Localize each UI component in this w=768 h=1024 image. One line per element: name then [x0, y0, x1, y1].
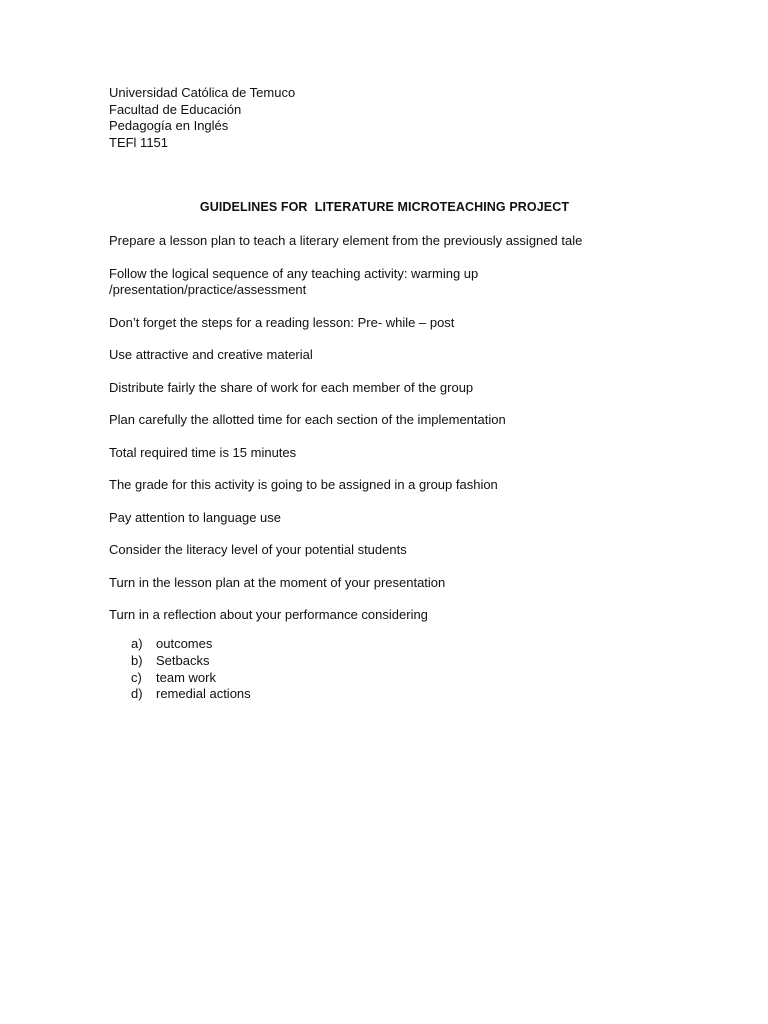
document-header [109, 85, 295, 151]
guideline-item [109, 347, 709, 364]
guideline-text-continued: /presentation/practice/assessment [109, 282, 307, 297]
sublist-marker: a) [131, 636, 143, 651]
guideline-item [109, 445, 709, 462]
guideline-item [109, 575, 709, 592]
guideline-text: Total required time is 15 minutes [109, 444, 297, 460]
guideline-text: Pay attention to language use [109, 509, 282, 525]
document-title: GUIDELINES FOR LITERATURE MICROTEACHING PROJECT [199, 200, 570, 214]
guidelines-list [109, 233, 709, 640]
university-name: Universidad Católica de Temuco [109, 85, 296, 100]
sublist-text: remedial actions [156, 686, 251, 702]
guideline-item [109, 412, 709, 429]
reflection-sublist [131, 636, 251, 703]
sublist-text: outcomes [156, 636, 213, 651]
sublist-item [131, 686, 251, 703]
sublist-marker: c) [131, 669, 142, 685]
guideline-item [109, 266, 709, 299]
sublist-item [131, 670, 251, 687]
sublist-marker: b) [131, 652, 143, 668]
guideline-text: Follow the logical sequence of any teaching activity: warming up [109, 265, 479, 281]
sublist-item [131, 636, 251, 653]
guideline-text: Turn in the lesson plan at the moment of your presentation [109, 574, 446, 590]
program-name: Pedagogía en Inglés [109, 118, 229, 133]
faculty-name: Facultad de Educación [109, 101, 242, 117]
guideline-text: Prepare a lesson plan to teach a literary element from the previously assigned tale [109, 233, 583, 248]
guideline-text: The grade for this activity is going to be assigned in a group fashion [109, 477, 498, 492]
guideline-item [109, 542, 709, 559]
course-code: TEFl 1151 [109, 134, 169, 150]
sublist-marker: d) [131, 686, 143, 702]
guideline-item [109, 607, 709, 624]
guideline-text: Consider the literacy level of your potential students [109, 542, 407, 557]
guideline-item [109, 510, 709, 527]
guideline-item [109, 233, 709, 250]
guideline-item [109, 315, 709, 332]
guideline-text: Don’t forget the steps for a reading lesson: Pre- while – post [109, 314, 455, 330]
sublist-text: team work [156, 669, 216, 685]
sublist-text: Setbacks [156, 652, 210, 668]
guideline-text: Plan carefully the allotted time for each section of the implementation [109, 412, 506, 427]
sublist-item [131, 653, 251, 670]
guideline-text: Turn in a reflection about your performance considering [109, 607, 428, 622]
guideline-text: Distribute fairly the share of work for each member of the group [109, 379, 474, 395]
guideline-text: Use attractive and creative material [109, 347, 313, 362]
guideline-item [109, 477, 709, 494]
guideline-item [109, 380, 709, 397]
